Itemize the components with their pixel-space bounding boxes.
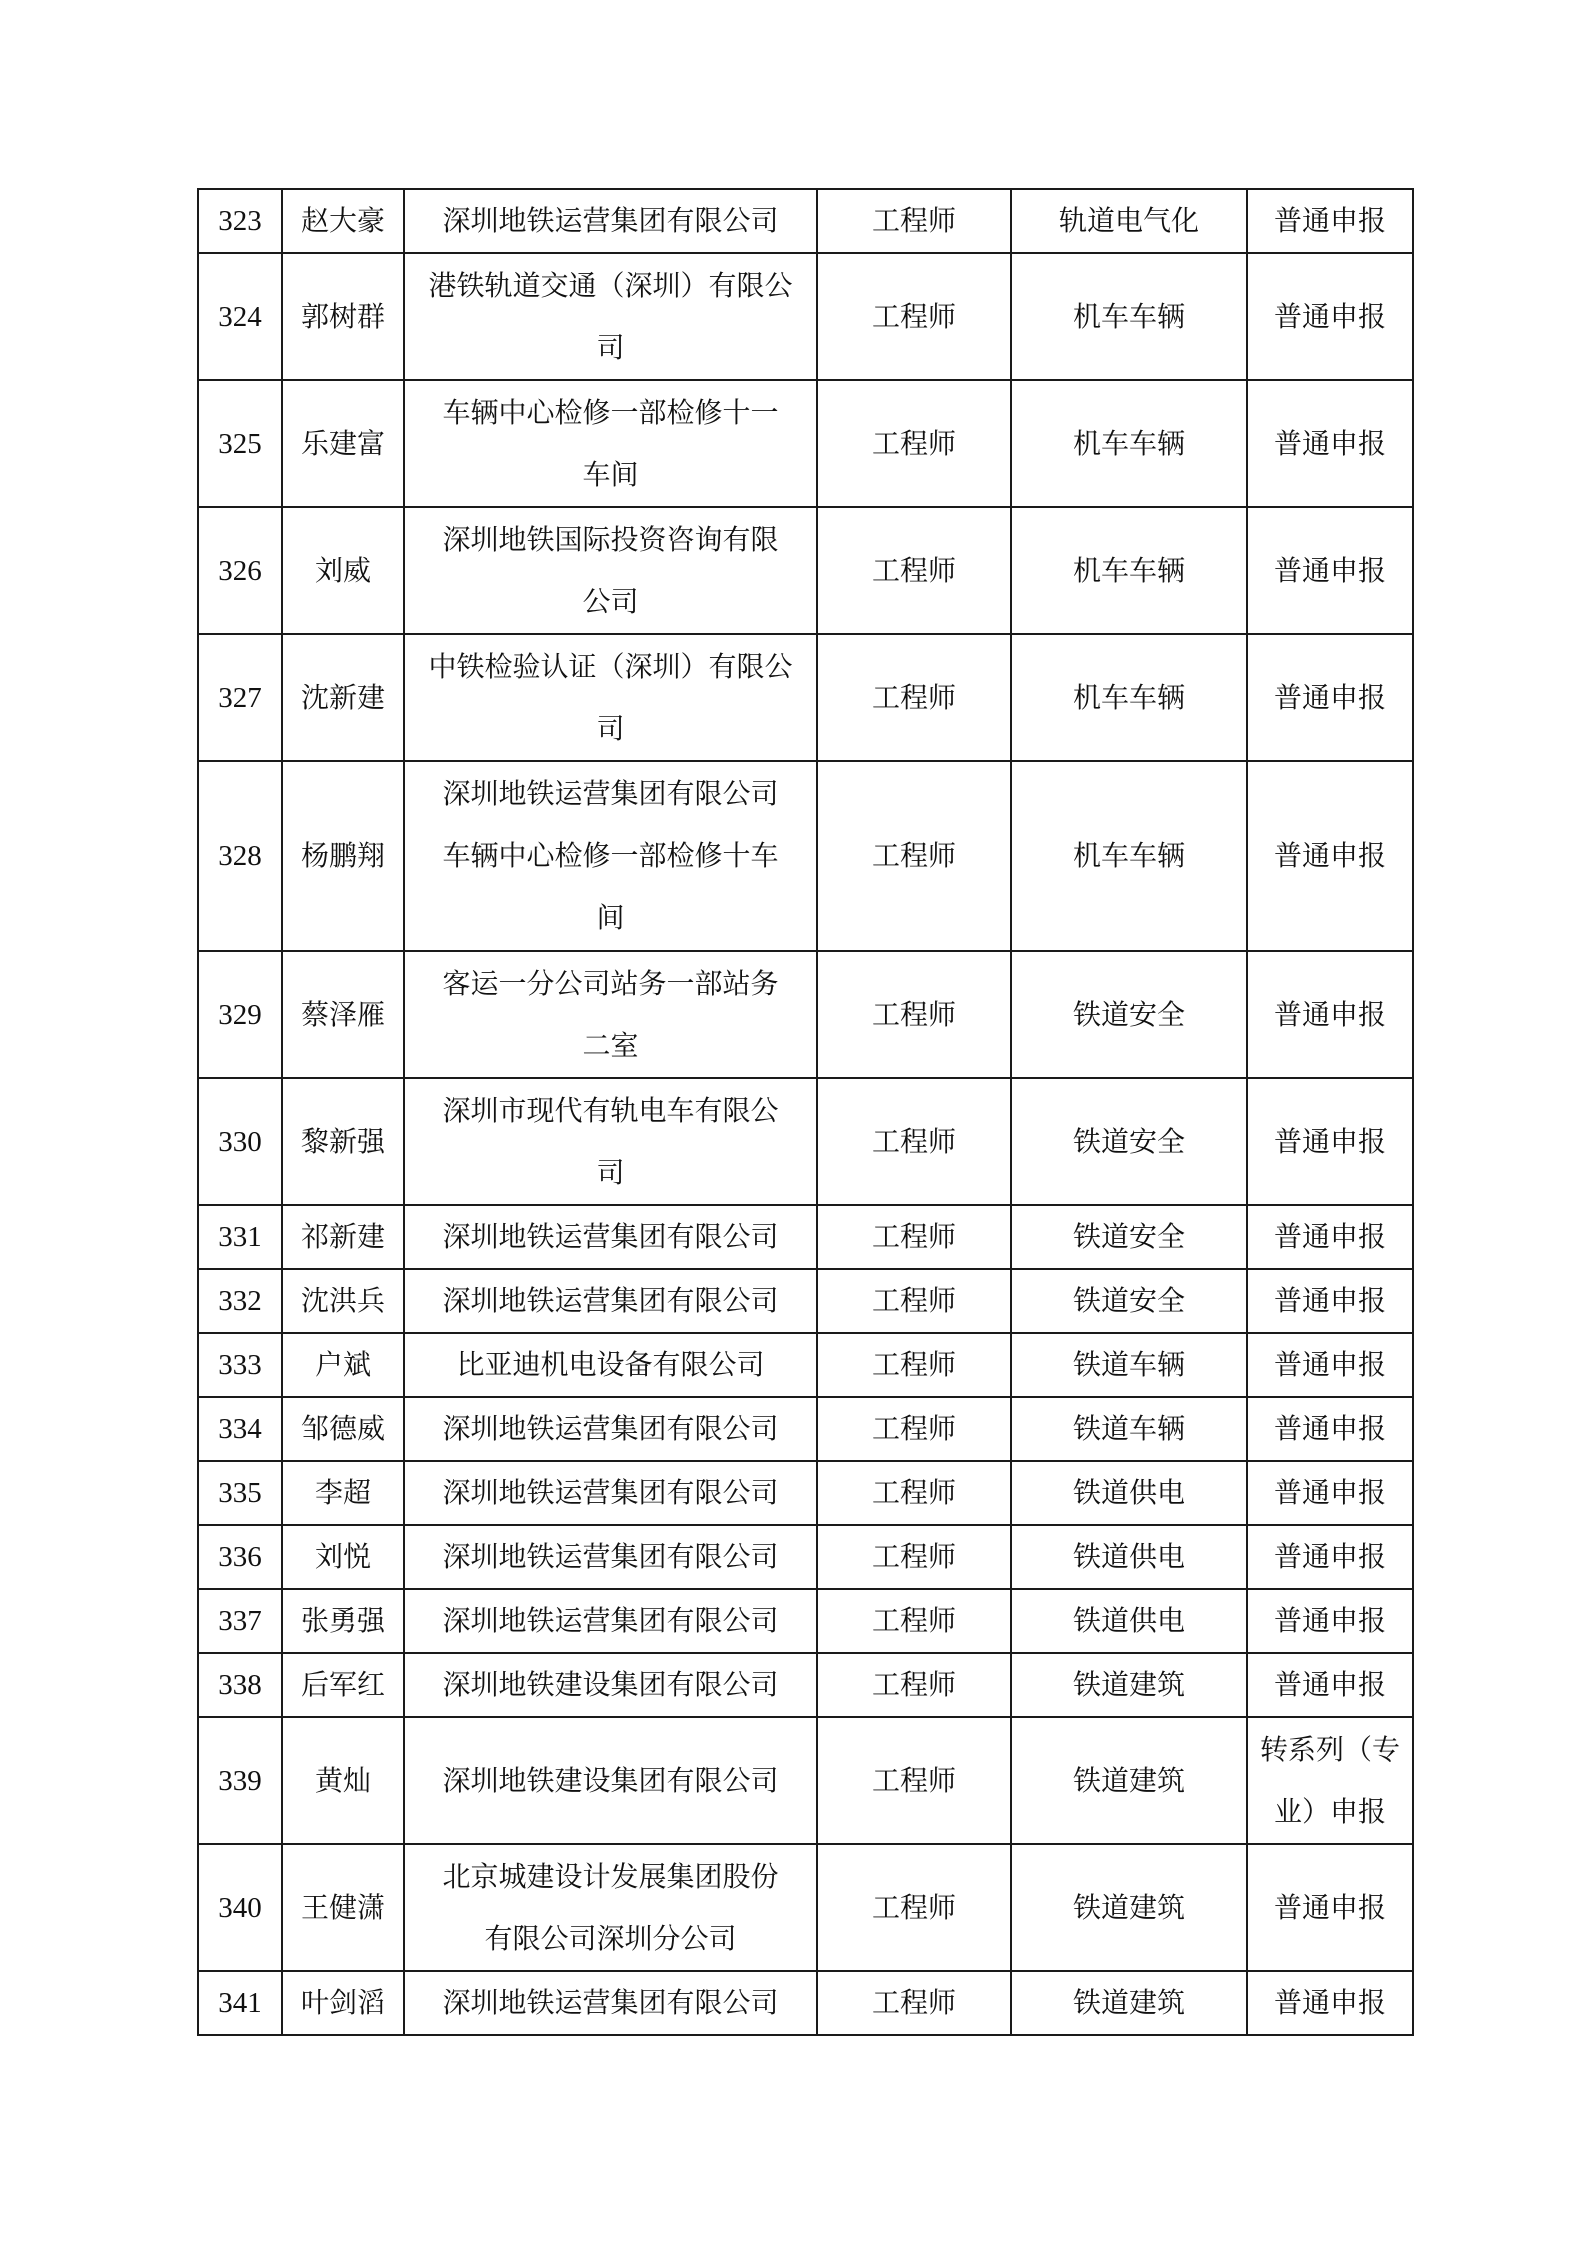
table-row xyxy=(198,1525,1413,1589)
table-row xyxy=(198,1078,1413,1205)
major-cell: 铁道供电 xyxy=(1011,1525,1247,1589)
method-cell xyxy=(1247,507,1413,634)
title-cell: 工程师 xyxy=(817,1525,1011,1589)
unit-cell xyxy=(404,1205,817,1269)
row-number-cell: 339 xyxy=(198,1717,282,1844)
row-number-cell: 324 xyxy=(198,253,282,380)
unit-cell xyxy=(404,761,817,951)
row-number-cell: 331 xyxy=(198,1205,282,1269)
name-cell: 杨鹏翔 xyxy=(282,761,404,951)
table-row xyxy=(198,951,1413,1078)
unit-cell xyxy=(404,507,817,634)
method-cell xyxy=(1247,1525,1413,1589)
unit-line: 深圳地铁运营集团有限公司 xyxy=(442,1412,779,1445)
method-line: 普通申报 xyxy=(1273,1668,1386,1701)
table-row xyxy=(198,507,1413,634)
title-cell: 工程师 xyxy=(817,1333,1011,1397)
method-line: 普通申报 xyxy=(1273,1412,1386,1445)
title-cell: 工程师 xyxy=(817,507,1011,634)
method-line: 普通申报 xyxy=(1273,1986,1386,2019)
major-cell: 机车车辆 xyxy=(1011,761,1247,951)
table-row xyxy=(198,1333,1413,1397)
name-cell: 黄灿 xyxy=(282,1717,404,1844)
title-cell: 工程师 xyxy=(817,1461,1011,1525)
unit-line: 深圳地铁运营集团有限公司 xyxy=(442,777,779,810)
name-cell: 张勇强 xyxy=(282,1589,404,1653)
unit-line: 深圳地铁运营集团有限公司 xyxy=(442,1540,779,1573)
table-row xyxy=(198,1717,1413,1844)
table-row xyxy=(198,1589,1413,1653)
major-cell: 机车车辆 xyxy=(1011,380,1247,507)
unit-line: 车辆中心检修一部检修十一 xyxy=(442,395,779,429)
table-row xyxy=(198,1653,1413,1717)
major-cell: 铁道供电 xyxy=(1011,1589,1247,1653)
name-cell: 邹德威 xyxy=(282,1397,404,1461)
method-line: 普通申报 xyxy=(1273,204,1386,237)
row-number-cell: 334 xyxy=(198,1397,282,1461)
title-cell: 工程师 xyxy=(817,1653,1011,1717)
method-line: 普通申报 xyxy=(1273,299,1386,333)
title-cell: 工程师 xyxy=(817,1205,1011,1269)
row-number-cell: 338 xyxy=(198,1653,282,1717)
table-row xyxy=(198,1461,1413,1525)
row-number-cell: 335 xyxy=(198,1461,282,1525)
method-line: 业）申报 xyxy=(1273,1794,1386,1828)
major-cell: 铁道建筑 xyxy=(1011,1844,1247,1971)
name-cell: 蔡泽雁 xyxy=(282,951,404,1078)
title-cell: 工程师 xyxy=(817,380,1011,507)
name-cell: 叶剑滔 xyxy=(282,1971,404,2035)
title-cell: 工程师 xyxy=(817,253,1011,380)
method-line: 转系列（专 xyxy=(1259,1732,1400,1766)
unit-line: 深圳地铁运营集团有限公司 xyxy=(442,1220,779,1253)
title-cell: 工程师 xyxy=(817,634,1011,761)
unit-cell xyxy=(404,380,817,507)
major-cell: 机车车辆 xyxy=(1011,253,1247,380)
unit-line: 比亚迪机电设备有限公司 xyxy=(456,1348,765,1381)
unit-cell xyxy=(404,1397,817,1461)
major-cell: 铁道供电 xyxy=(1011,1461,1247,1525)
unit-cell xyxy=(404,189,817,253)
unit-cell xyxy=(404,1589,817,1653)
unit-line: 港铁轨道交通（深圳）有限公 xyxy=(428,268,793,302)
table-row xyxy=(198,1269,1413,1333)
unit-line: 深圳地铁运营集团有限公司 xyxy=(442,1604,779,1637)
method-cell xyxy=(1247,1653,1413,1717)
title-cell: 工程师 xyxy=(817,1971,1011,2035)
major-cell: 铁道车辆 xyxy=(1011,1333,1247,1397)
method-line: 普通申报 xyxy=(1273,1540,1386,1573)
major-cell: 铁道建筑 xyxy=(1011,1653,1247,1717)
unit-line: 司 xyxy=(596,330,625,364)
row-number-cell: 328 xyxy=(198,761,282,951)
unit-line: 司 xyxy=(596,711,625,745)
method-line: 普通申报 xyxy=(1273,1476,1386,1509)
table-row xyxy=(198,761,1413,951)
name-cell: 祁新建 xyxy=(282,1205,404,1269)
method-cell xyxy=(1247,1461,1413,1525)
title-cell: 工程师 xyxy=(817,1589,1011,1653)
major-cell: 铁道安全 xyxy=(1011,1205,1247,1269)
method-line: 普通申报 xyxy=(1273,839,1386,872)
name-cell: 沈新建 xyxy=(282,634,404,761)
unit-line: 车间 xyxy=(582,457,639,491)
title-cell: 工程师 xyxy=(817,1717,1011,1844)
major-cell: 铁道安全 xyxy=(1011,1269,1247,1333)
unit-line: 二室 xyxy=(582,1028,639,1062)
method-line: 普通申报 xyxy=(1273,1124,1386,1158)
title-cell: 工程师 xyxy=(817,189,1011,253)
row-number-cell: 330 xyxy=(198,1078,282,1205)
unit-cell xyxy=(404,1269,817,1333)
name-cell: 后军红 xyxy=(282,1653,404,1717)
unit-line: 深圳地铁建设集团有限公司 xyxy=(442,1763,779,1797)
row-number-cell: 323 xyxy=(198,189,282,253)
method-line: 普通申报 xyxy=(1273,426,1386,460)
unit-cell xyxy=(404,253,817,380)
row-number-cell: 327 xyxy=(198,634,282,761)
method-cell xyxy=(1247,189,1413,253)
title-cell: 工程师 xyxy=(817,1078,1011,1205)
row-number-cell: 337 xyxy=(198,1589,282,1653)
name-cell: 黎新强 xyxy=(282,1078,404,1205)
table-row xyxy=(198,1397,1413,1461)
method-line: 普通申报 xyxy=(1273,1348,1386,1381)
major-cell: 机车车辆 xyxy=(1011,634,1247,761)
table-row xyxy=(198,253,1413,380)
row-number-cell: 340 xyxy=(198,1844,282,1971)
method-cell xyxy=(1247,634,1413,761)
table-row xyxy=(198,380,1413,507)
unit-cell xyxy=(404,1078,817,1205)
major-cell: 机车车辆 xyxy=(1011,507,1247,634)
major-cell: 铁道安全 xyxy=(1011,1078,1247,1205)
table-row xyxy=(198,1971,1413,2035)
major-cell: 铁道建筑 xyxy=(1011,1717,1247,1844)
unit-line: 客运一分公司站务一部站务 xyxy=(442,966,779,1000)
major-cell: 轨道电气化 xyxy=(1011,189,1247,253)
major-cell: 铁道车辆 xyxy=(1011,1397,1247,1461)
unit-cell xyxy=(404,634,817,761)
row-number-cell: 333 xyxy=(198,1333,282,1397)
method-line: 普通申报 xyxy=(1273,680,1386,714)
method-cell xyxy=(1247,1717,1413,1844)
unit-line: 北京城建设计发展集团股份 xyxy=(442,1859,779,1893)
name-cell: 王健潇 xyxy=(282,1844,404,1971)
name-cell: 刘悦 xyxy=(282,1525,404,1589)
method-cell xyxy=(1247,1589,1413,1653)
major-cell: 铁道建筑 xyxy=(1011,1971,1247,2035)
unit-cell xyxy=(404,1717,817,1844)
method-line: 普通申报 xyxy=(1273,553,1386,587)
title-cell: 工程师 xyxy=(817,1269,1011,1333)
row-number-cell: 336 xyxy=(198,1525,282,1589)
title-cell: 工程师 xyxy=(817,1844,1011,1971)
table-row xyxy=(198,189,1413,253)
unit-line: 间 xyxy=(596,901,625,934)
method-line: 普通申报 xyxy=(1273,1220,1386,1253)
unit-cell xyxy=(404,1333,817,1397)
method-line: 普通申报 xyxy=(1273,1890,1386,1924)
roster-table xyxy=(197,188,1414,2036)
unit-cell xyxy=(404,951,817,1078)
method-cell xyxy=(1247,1971,1413,2035)
table-row xyxy=(198,1844,1413,1971)
unit-cell xyxy=(404,1525,817,1589)
method-cell xyxy=(1247,1333,1413,1397)
unit-line: 深圳地铁运营集团有限公司 xyxy=(442,1986,779,2019)
title-cell: 工程师 xyxy=(817,1397,1011,1461)
unit-cell xyxy=(404,1461,817,1525)
table-row xyxy=(198,634,1413,761)
unit-cell xyxy=(404,1971,817,2035)
row-number-cell: 326 xyxy=(198,507,282,634)
method-cell xyxy=(1247,1397,1413,1461)
unit-line: 公司 xyxy=(582,584,639,618)
unit-line: 深圳地铁运营集团有限公司 xyxy=(442,1476,779,1509)
row-number-cell: 341 xyxy=(198,1971,282,2035)
method-cell xyxy=(1247,761,1413,951)
name-cell: 李超 xyxy=(282,1461,404,1525)
unit-line: 司 xyxy=(596,1155,625,1189)
name-cell: 郭树群 xyxy=(282,253,404,380)
row-number-cell: 329 xyxy=(198,951,282,1078)
unit-line: 深圳市现代有轨电车有限公 xyxy=(442,1093,779,1127)
name-cell: 沈洪兵 xyxy=(282,1269,404,1333)
name-cell: 刘威 xyxy=(282,507,404,634)
method-cell xyxy=(1247,1844,1413,1971)
row-number-cell: 325 xyxy=(198,380,282,507)
method-cell xyxy=(1247,951,1413,1078)
unit-cell xyxy=(404,1844,817,1971)
row-number-cell: 332 xyxy=(198,1269,282,1333)
unit-line: 深圳地铁国际投资咨询有限 xyxy=(442,522,779,556)
unit-line: 车辆中心检修一部检修十车 xyxy=(442,839,779,872)
unit-line: 深圳地铁运营集团有限公司 xyxy=(442,204,779,237)
method-cell xyxy=(1247,253,1413,380)
method-line: 普通申报 xyxy=(1273,1284,1386,1317)
name-cell: 乐建富 xyxy=(282,380,404,507)
method-line: 普通申报 xyxy=(1273,997,1386,1031)
unit-line: 深圳地铁运营集团有限公司 xyxy=(442,1284,779,1317)
name-cell: 赵大豪 xyxy=(282,189,404,253)
unit-line: 深圳地铁建设集团有限公司 xyxy=(442,1668,779,1701)
method-cell xyxy=(1247,1205,1413,1269)
unit-cell xyxy=(404,1653,817,1717)
title-cell: 工程师 xyxy=(817,951,1011,1078)
unit-line: 中铁检验认证（深圳）有限公 xyxy=(428,649,793,683)
method-cell xyxy=(1247,1269,1413,1333)
unit-line: 有限公司深圳分公司 xyxy=(484,1921,737,1955)
method-cell xyxy=(1247,380,1413,507)
roster-body xyxy=(198,189,1413,2035)
method-cell xyxy=(1247,1078,1413,1205)
name-cell: 户斌 xyxy=(282,1333,404,1397)
table-row xyxy=(198,1205,1413,1269)
title-cell: 工程师 xyxy=(817,761,1011,951)
major-cell: 铁道安全 xyxy=(1011,951,1247,1078)
method-line: 普通申报 xyxy=(1273,1604,1386,1637)
